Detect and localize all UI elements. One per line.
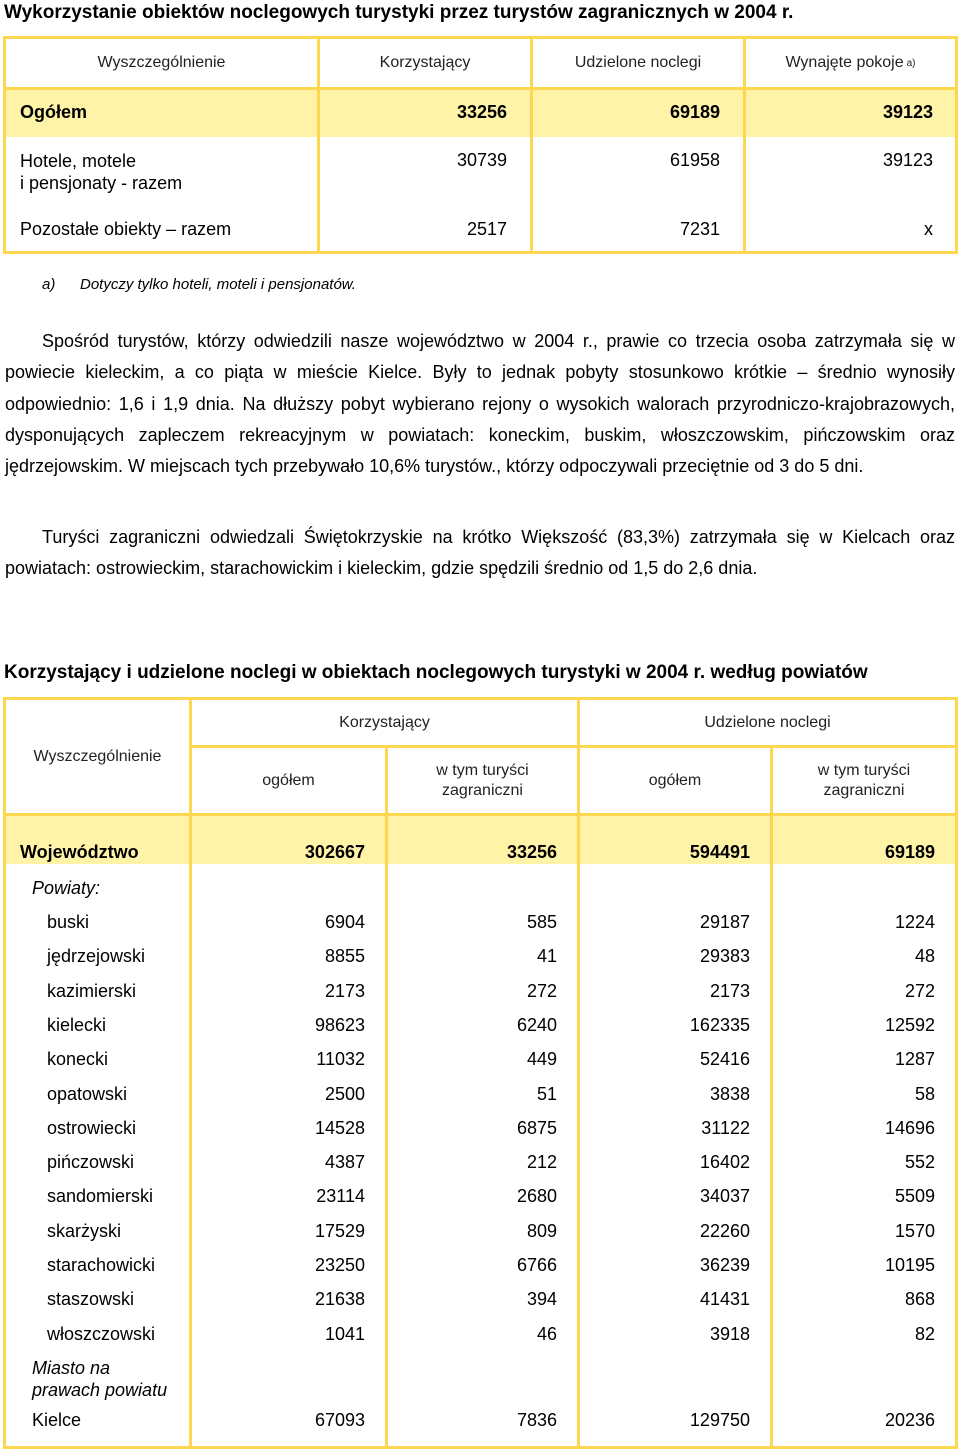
table-row-value: 809 (526, 1220, 557, 1241)
t1-header-users: Korzystający (320, 39, 533, 87)
table-row-value: 11032 (316, 1049, 365, 1070)
t2-city-row-label: Kielce (32, 1410, 82, 1430)
table2-title: Korzystający i udzielone noclegi w obiektach noclegowych turystyki w 2004 r. według powiatów (4, 662, 868, 683)
table-row-label: kielecki (47, 1014, 107, 1035)
table-row-label: konecki (47, 1049, 109, 1070)
table1-title: Wykorzystanie obiektów noclegowych turystyki przez turystów zagranicznych w 2004 r. (4, 2, 794, 23)
table-row-value: 394 (526, 1289, 557, 1310)
table-2 (3, 697, 958, 1449)
table-row-value: 6875 (516, 1117, 557, 1138)
t2-total-users: 302667 (304, 842, 365, 862)
table-row-label: włoszczowski (47, 1323, 156, 1344)
table-row-value: 8855 (324, 946, 365, 967)
table-row-value: 1570 (894, 1220, 935, 1241)
t1-row-hotels-label-2: i pensjonaty - razem (20, 173, 183, 193)
table-row-value: 29383 (699, 946, 750, 967)
table-row-value: 272 (526, 980, 557, 1001)
table-row-value: 212 (526, 1152, 557, 1173)
t1-header-rooms (746, 39, 955, 87)
table-row-value: 34037 (699, 1186, 750, 1207)
t1-header-note-mark: a) (906, 57, 916, 69)
t2-sub-nights-foreign-2: zagraniczni (823, 781, 905, 799)
table-row-label: jędrzejowski (47, 946, 146, 967)
t1-row-hotels-rooms: 39123 (882, 150, 933, 170)
t1-row-total-nights: 69189 (669, 102, 720, 122)
t1-row-hotels-users: 30739 (456, 150, 507, 170)
table-row-value: 12592 (884, 1014, 935, 1035)
table-row-value: 10195 (884, 1255, 935, 1275)
t1-row-hotels-label-1: Hotele, motele (20, 151, 137, 171)
table-row-value: 6766 (516, 1255, 557, 1275)
table-row-value: 2680 (516, 1186, 557, 1207)
table-row-value: 21638 (314, 1289, 365, 1310)
t1-row-total-users: 33256 (456, 102, 507, 122)
table-row-value: 3838 (709, 1083, 750, 1104)
table1-footnote (42, 276, 356, 293)
table-row-value: 868 (904, 1289, 935, 1310)
table-1 (3, 36, 958, 254)
t1-row-total-label: Ogółem (20, 102, 88, 122)
table-row-value: 5509 (894, 1186, 935, 1207)
table-row-label: staszowski (47, 1289, 135, 1310)
table-row-value: 98623 (314, 1014, 365, 1035)
t2-total-label: Województwo (20, 842, 139, 862)
t1-header-nights: Udzielone noclegi (533, 39, 746, 87)
t2-header-users: Korzystający (339, 713, 430, 731)
table-row-value: 162335 (689, 1014, 750, 1035)
table-row-value: 3918 (709, 1323, 750, 1344)
t2-total-nights: 594491 (689, 842, 750, 862)
t2-total-nights-foreign: 69189 (884, 842, 935, 862)
t2-city-users: 67093 (314, 1410, 365, 1430)
t2-sub-users-foreign-2: zagraniczni (442, 781, 523, 799)
table-row-label: pińczowski (47, 1152, 135, 1173)
table-row-value: 14696 (884, 1117, 935, 1138)
table-row-value: 2173 (324, 980, 365, 1001)
t2-sub-users-foreign (388, 748, 577, 813)
table-row-value: 48 (914, 946, 935, 967)
table-row-value: 6240 (516, 1014, 557, 1035)
table-row-value: 82 (914, 1323, 935, 1344)
table-row-label: buski (47, 912, 90, 932)
t1-row-hotels-nights: 61958 (669, 150, 720, 170)
table-row-value: 22260 (699, 1220, 750, 1241)
t1-row-other-nights: 7231 (679, 219, 720, 239)
paragraph-1-text: Spośród turystów, którzy odwiedzili nasze województwo w 2004 r., prawie co trzecia osoba zatrzymała się w powiecie kieleckim, a co piąta w mieście Kielce. Były to jednak pobyty stosunkowo krótkie – średnio wynosiły odpowiednio: 1,6 i 1,9 dnia. Na dłuższy pobyt wybierano rejony o wysokich walorach przyrodniczo-krajobrazowych, dysponujących zapleczem rekreacyjnym w powiatach: koneckim, buskim, włoszczowskim, pińczowskim oraz jędrzejowskim. W miejscach tych przebywało 10,6% turystów., którzy odpoczywali przeciętnie od 3 do 5 dni. (5, 331, 955, 477)
table-row-value: 52416 (699, 1049, 750, 1070)
table-row-value: 31122 (701, 1117, 750, 1138)
table-row-value: 2500 (324, 1083, 365, 1104)
table-row-value: 29187 (699, 912, 750, 932)
t2-sub-users-total: ogółem (262, 771, 315, 789)
t1-row-other-users: 2517 (466, 219, 507, 239)
t1-row-total-rooms: 39123 (882, 102, 933, 122)
table-row-value: 552 (904, 1152, 935, 1173)
table-row-value: 17529 (314, 1220, 365, 1241)
table-row-label: sandomierski (47, 1186, 154, 1207)
table-row-label: kazimierski (47, 980, 137, 1001)
table-row-value: 36239 (699, 1255, 750, 1275)
table-row-value: 585 (526, 912, 557, 932)
t2-total-users-foreign: 33256 (506, 842, 557, 862)
table-row-label: ostrowiecki (47, 1117, 137, 1138)
table-row-value: 46 (536, 1323, 557, 1344)
table-row-value: 2173 (709, 980, 750, 1001)
table-row-label: starachowicki (47, 1255, 156, 1275)
t2-sub-nights-foreign-1: w tym turyści (817, 761, 911, 779)
t2-sub-users-foreign-1: w tym turyści (436, 761, 529, 779)
table-row-value: 16402 (699, 1152, 750, 1173)
table-row-value: 41431 (699, 1289, 750, 1310)
footnote-text: Dotyczy tylko hoteli, moteli i pensjonatów. (80, 276, 356, 293)
table-row-value: 41 (536, 946, 557, 967)
t2-powiaty-label: Powiaty: (32, 878, 101, 898)
paragraph-2-text: Turyści zagraniczni odwiedzali Świętokrzyskie na krótko Większość (83,3%) zatrzymała się w Kielcach oraz powiatach: ostrowieckim, starachowickim i kieleckim, gdzie spędzili średnio od 1,5 do 2,6 dnia. (5, 527, 955, 579)
t2-city-label (32, 1357, 167, 1401)
table-row-label: skarżyski (47, 1220, 122, 1241)
t2-header-label: Wyszczególnienie (33, 747, 162, 765)
table-row-value: 6904 (324, 912, 365, 932)
t2-header-nights: Udzielone noclegi (704, 713, 831, 731)
t2-city-nights: 129750 (689, 1410, 750, 1430)
table-row-value: 51 (536, 1083, 557, 1104)
t1-header-label: Wyszczególnienie (6, 39, 320, 87)
t2-sub-nights-foreign (773, 748, 955, 813)
table-row-value: 4387 (324, 1152, 365, 1173)
table-row-value: 272 (904, 980, 935, 1001)
t2-city-label-1: Miasto na (32, 1358, 111, 1378)
table-row-value: 14528 (314, 1117, 365, 1138)
table-row-value: 449 (526, 1049, 557, 1070)
footnote-mark: a) (42, 276, 56, 293)
table-row-value: 23250 (314, 1255, 365, 1275)
t1-header-rooms-text: Wynajęte pokoje (785, 54, 904, 71)
table-row-value: 1287 (894, 1049, 935, 1070)
t2-sub-nights-total: ogółem (648, 771, 702, 789)
table-row-value: 1041 (324, 1323, 365, 1344)
table-row-label: opatowski (47, 1083, 128, 1104)
t2-city-nights-foreign: 20236 (884, 1410, 935, 1430)
t1-row-other-rooms: x (924, 219, 933, 239)
t1-row-hotels-label (20, 150, 182, 194)
table-row-value: 23114 (316, 1186, 365, 1207)
table-row-value: 1224 (894, 912, 935, 932)
table-row-value: 58 (914, 1083, 935, 1104)
paragraph-2 (5, 522, 955, 585)
paragraph-1 (5, 326, 955, 482)
t2-city-label-2: prawach powiatu (32, 1380, 168, 1400)
t1-row-other-label: Pozostałe obiekty – razem (20, 219, 232, 239)
t2-city-users-foreign: 7836 (516, 1410, 557, 1430)
